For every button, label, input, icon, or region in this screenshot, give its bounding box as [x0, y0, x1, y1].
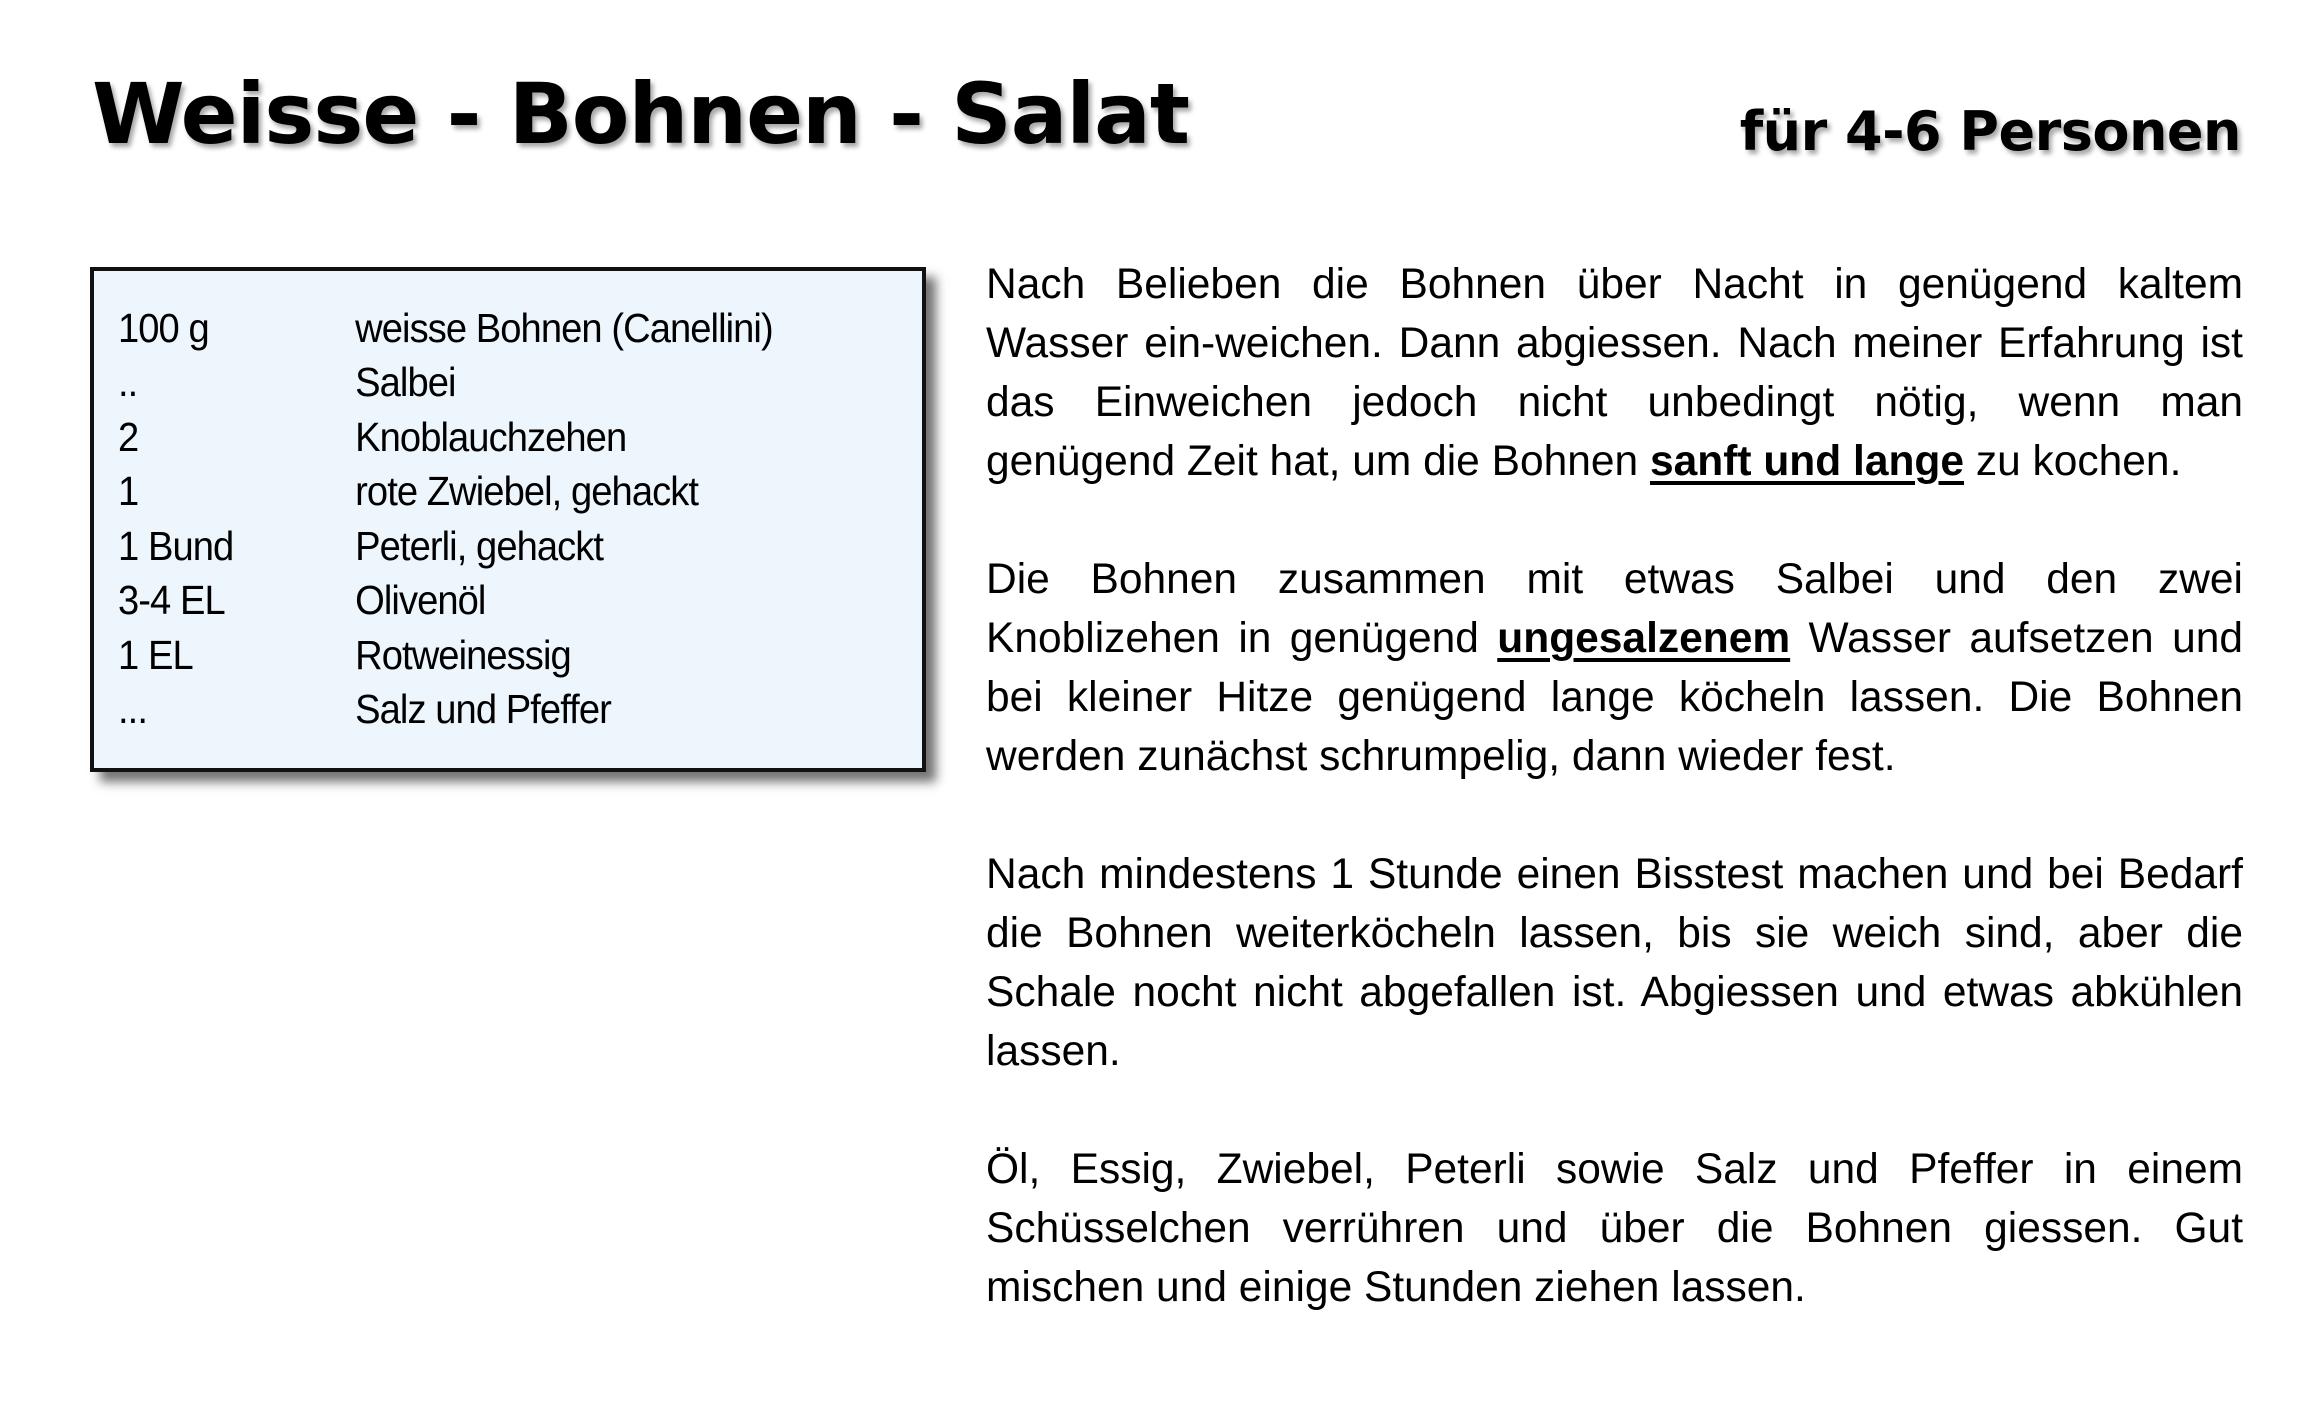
instruction-paragraph-test: Nach mindestens 1 Stunde einen Bisstest machen und bei Bedarf die Bohnen weiterköcheln lassen, bis sie weich sind, aber die Schale nocht nicht abgefallen ist. Abgiessen und etwas abkühlen lassen.: [986, 851, 2243, 1075]
instruction-paragraph-dress: Öl, Essig, Zwiebel, Peterli sowie Salz und Pfeffer in einem Schüsselchen verrühren und über die Bohnen giessen. Gut mischen und einige Stunden ziehen lassen.: [986, 1146, 2243, 1311]
instruction-text: Die Bohnen zusammen mit etwas Salbei und den zwei Knoblizehen in genügend: [986, 556, 2243, 662]
ingredient-quantity: 3-4 EL: [118, 577, 225, 624]
ingredient-quantity: 1: [118, 468, 139, 515]
ingredient-quantity: 100 g: [118, 304, 209, 351]
ingredient-quantity: ..: [118, 359, 138, 406]
emphasis-text: sanft und lange: [1649, 438, 1965, 485]
ingredient-name: Knoblauchzehen: [355, 413, 627, 460]
ingredient-row: [118, 519, 866, 574]
instruction-paragraph-cook: [986, 550, 2243, 786]
ingredient-name: Salz und Pfeffer: [355, 686, 611, 733]
servings-label: für 4-6 Personen: [1739, 100, 2241, 163]
instruction-paragraph-soak: [986, 255, 2243, 491]
instruction-text: zu kochen.: [1964, 438, 2182, 485]
ingredient-quantity: ...: [118, 686, 148, 733]
ingredient-quantity: 1 Bund: [118, 522, 234, 569]
ingredient-name: Peterli, gehackt: [355, 522, 604, 569]
ingredient-row: [118, 301, 866, 356]
ingredient-row: [118, 683, 866, 738]
instructions: [986, 255, 2243, 1317]
ingredient-row: [118, 574, 866, 629]
emphasis-text: ungesalzenem: [1497, 615, 1791, 662]
ingredient-name: Salbei: [355, 359, 456, 406]
ingredient-quantity: 1 EL: [118, 631, 193, 678]
ingredient-row: [118, 356, 866, 411]
instruction-text: Nach Belieben die Bohnen über Nacht in genügend kaltem Wasser ein-weichen. Dann abgiessen. Nach meiner Erfahrung ist das Einweichen jedoch nicht unbedingt nötig, wenn man genügend Zeit hat, um die Bohnen: [986, 261, 2243, 485]
instruction-text: Wasser aufsetzen und bei kleiner Hitze genügend lange köcheln lassen. Die Bohnen werden zunächst schrumpelig, dann wieder fest.: [986, 615, 2243, 780]
ingredient-name: rote Zwiebel, gehackt: [355, 468, 699, 515]
ingredient-name: Olivenöl: [355, 577, 486, 624]
ingredient-name: weisse Bohnen (Canellini): [355, 304, 773, 351]
ingredient-row: [118, 628, 866, 683]
ingredient-name: Rotweinessig: [355, 631, 571, 678]
ingredient-row: [118, 465, 866, 520]
page-title: Weisse - Bohnen - Salat: [92, 65, 1190, 163]
ingredient-quantity: 2: [118, 413, 139, 460]
ingredients-box: [90, 267, 926, 772]
ingredient-row: [118, 410, 866, 465]
